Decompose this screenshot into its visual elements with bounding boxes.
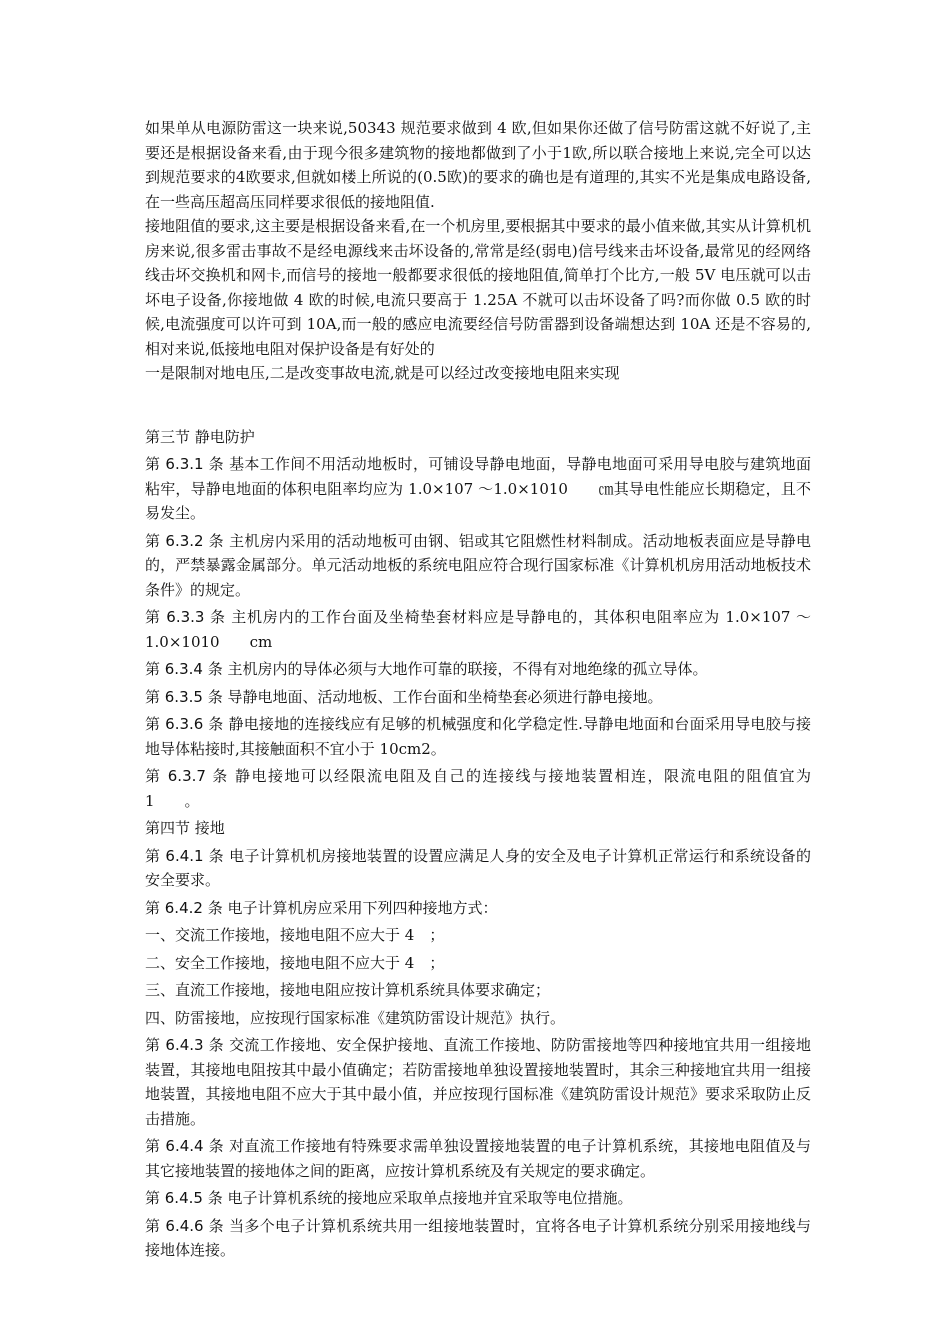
clause-text: 主机房内的导体必须与大地作可靠的联接，不得有对地绝缘的孤立导体。 (227, 660, 708, 678)
clause-text: 交流工作接地、安全保护接地、直流工作接地、防防雷接地等四种接地宜共用一组接地装置，其接地电阻按其中最小值确定；若防雷接地单独设置接地装置时，其余三种接地宜共用一组接地装置，其接地电阻不应大于其中最小值，并应按现行国标准《建筑防雷设计规范》要求采取防止反击措施。 (145, 1036, 811, 1128)
clause-text: 当多个电子计算机系统共用一组接地装置时，宜将各电子计算机系统分别采用接地线与接地体连接。 (145, 1216, 811, 1259)
intro-paragraph-3: 一是限制对地电压,二是改变事故电流,就是可以经过改变接地电阻来实现 (145, 364, 620, 382)
clause-text: 导静电地面、活动地板、工作台面和坐椅垫套必须进行静电接地。 (227, 687, 663, 706)
clause-6-4-3 (145, 1033, 811, 1131)
clause-6-4-1 (145, 844, 811, 893)
clause-number: 第 6.3.4 条 (145, 660, 223, 678)
clause-number: 第 6.3.2 条 (145, 531, 224, 550)
section-3-title: 第三节 静电防护 (145, 427, 255, 446)
list-item: 四、防雷接地，应按现行国家标准《建筑防雷设计规范》执行。 (145, 1008, 566, 1027)
clause-6-4-6 (145, 1214, 811, 1263)
clause-number: 第 6.4.3 条 (145, 1036, 224, 1054)
intro-paragraph-2: 接地阻值的要求,这主要是根据设备来看,在一个机房里,要根据其中要求的最小值来做,其实从计算机机房来说,很多雷击事故不是经电源线来击坏设备的,常常是经(弱电)信号线来击坏设备,最常见的经网络线击坏交换机和网卡,而信号的接地一般都要求很低的接地阻值,简单打个比方,一般 5V 电压就可以击坏电子设备,你接地做 4 欧的时候,电流只要高于 1.25A 不就可以击坏设备了吗?而你做 0.5 欧的时候,电流强度可以许可到 10A,而一般的感应电流要经信号防雷器到设备端想达到 10A 还是不容易的,相对来说,低接地电阻对保护设备是有好处的 (145, 217, 811, 358)
section-4-title: 第四节 接地 (145, 819, 225, 837)
clause-text: 对直流工作接地有特殊要求需单独设置接地装置的电子计算机系统，其接地电阻值及与其它接地装置的接地体之间的距离，应按计算机系统及有关规定的要求确定。 (145, 1137, 811, 1180)
clause-number: 第 6.4.4 条 (145, 1137, 224, 1155)
clause-6-3-3 (145, 605, 811, 654)
clause-number: 第 6.3.5 条 (145, 687, 223, 706)
clause-text: 静电接地可以经限流电阻及自己的连接线与接地装置相连，限流电阻的阻值宜为 1 。 (145, 767, 811, 810)
list-item: 三、直流工作接地，接地电阻应按计算机系统具体要求确定； (145, 981, 551, 999)
clause-text: 电子计算机系统的接地应采取单点接地并宜采取等电位措施。 (227, 1189, 633, 1207)
clause-number: 第 6.3.6 条 (145, 715, 224, 733)
clause-6-4-5 (145, 1186, 811, 1211)
clause-text: 主机房内采用的活动地板可由钢、铝或其它阻燃性材料制成。活动地板表面应是导静电的，严禁暴露金属部分。单元活动地板的系统电阻应符合现行国家标准《计算机机房用活动地板技术条件》的规定。 (145, 531, 811, 599)
clause-number: 第 6.4.2 条 (145, 898, 223, 917)
clause-number: 第 6.3.7 条 (145, 767, 229, 785)
intro-paragraph-1: 如果单从电源防雷这一块来说,50343 规范要求做到 4 欧,但如果你还做了信号防雷这就不好说了,主要还是根据设备来看,由于现今很多建筑物的接地都做到了小于1欧,所以联合接地上来说,完全可以达到规范要求的4欧要求,但就如楼上所说的(0.5欧)的要求的确也是有道理的,其实不光是集成电路设备,在一些高压超高压同样要求很低的接地阻值. (145, 119, 811, 211)
clause-6-4-2 (145, 896, 811, 921)
clause-number: 第 6.4.5 条 (145, 1189, 223, 1207)
clause-6-3-2 (145, 529, 811, 603)
clause-6-3-6 (145, 712, 811, 761)
list-item: 二、安全工作接地，接地电阻不应大于 4 ； (145, 953, 445, 972)
clause-6-3-1 (145, 452, 811, 526)
clause-text: 主机房内的工作台面及坐椅垫套材料应是导静电的，其体积电阻率应为 1.0×107 ～1.0×1010 cm (145, 608, 811, 651)
clause-6-3-7 (145, 764, 811, 813)
clause-number: 第 6.4.6 条 (145, 1216, 224, 1235)
document-page (145, 116, 811, 1266)
clause-number: 第 6.3.1 条 (145, 455, 224, 473)
clause-6-3-5 (145, 685, 811, 710)
list-item: 一、交流工作接地，接地电阻不应大于 4 ； (145, 926, 445, 944)
clause-number: 第 6.3.3 条 (145, 608, 226, 626)
clause-text: 电子计算机房应采用下列四种接地方式： (227, 898, 498, 917)
clause-number: 第 6.4.1 条 (145, 846, 224, 865)
clause-text: 电子计算机机房接地装置的设置应满足人身的安全及电子计算机正常运行和系统设备的安全要求。 (145, 846, 811, 889)
clause-text: 静电接地的连接线应有足够的机械强度和化学稳定性.导静电地面和台面采用导电胶与接地导体粘接时,其接触面积不宜小于 10cm2。 (145, 715, 811, 758)
section-spacer (145, 386, 811, 425)
clause-text: 基本工作间不用活动地板时，可铺设导静电地面，导静电地面可采用导电胶与建筑地面粘牢，导静电地面的体积电阻率均应为 1.0×107 ～1.0×1010 ㎝其导电性能应长期稳定，且不易发尘。 (145, 455, 811, 522)
clause-6-3-4 (145, 657, 811, 682)
clause-6-4-4 (145, 1134, 811, 1183)
